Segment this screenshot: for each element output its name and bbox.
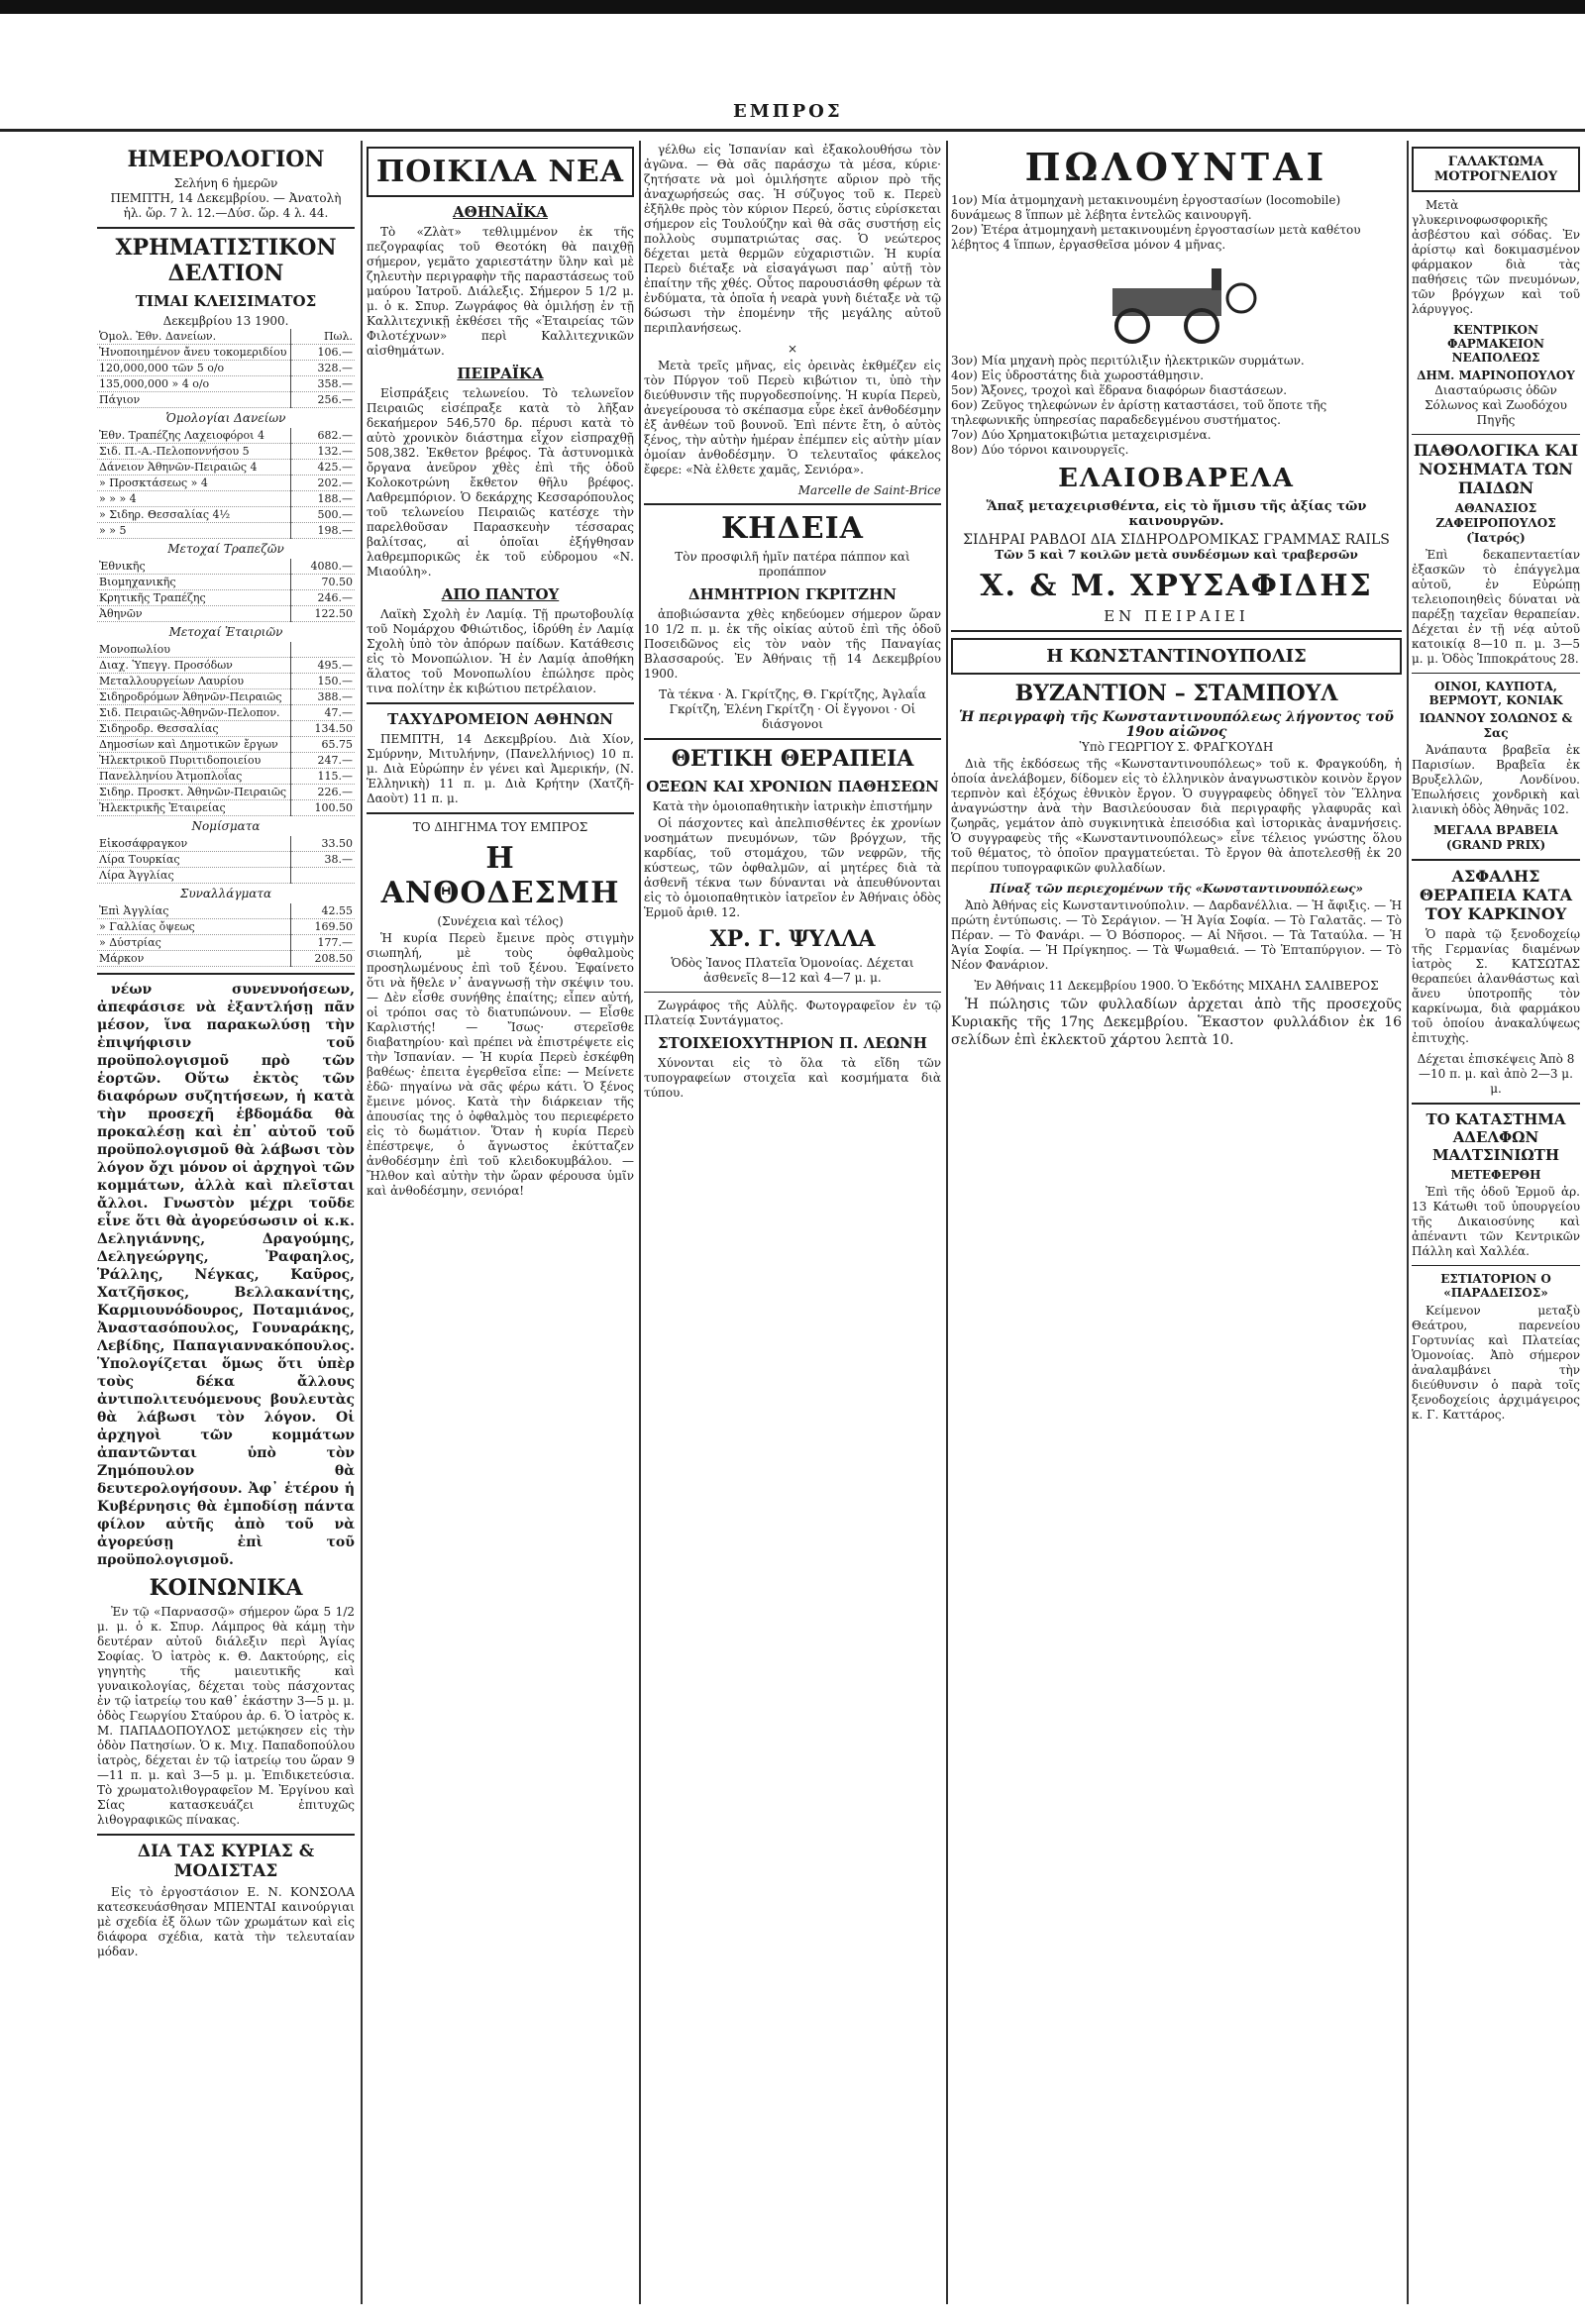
oil-text: Ἅπαξ μεταχειρισθέντα, εἰς τὸ ἥμισυ τῆς ἀξίας τῶν καινουργῶν. <box>986 499 1367 529</box>
table-row: Ἐθν. Τραπέζης Λαχειοφόροι 4 682.— <box>99 429 353 442</box>
table-row: » » 5 198.— <box>99 524 353 537</box>
book-title: ΒΥΖΑΝΤΙΟΝ – ΣΤΑΜΠΟΥΛ <box>1014 681 1338 706</box>
pharmacy-name: ΚΕΝΤΡΙΚΟΝ ΦΑΡΜΑΚΕΙΟΝ ΝΕΑΠΟΛΕΩΣ <box>1447 323 1544 365</box>
therapy-subtitle-2: Κατὰ τὴν ὁμοιοπαθητικὴν ἰατρικὴν ἐπιστήμην <box>652 799 933 813</box>
table-row: Σιδ. Πειραιῶς-Ἀθηνῶν-Πελοπον. 47.— <box>99 706 353 719</box>
column-rule <box>639 141 641 2304</box>
market-date: Δεκεμβρίου 13 1900. <box>162 314 289 328</box>
story-banner: ΤΟ ΔΙΗΓΗΜΑ ΤΟΥ ΕΜΠΡΟΣ <box>412 820 588 834</box>
column-rule <box>1407 141 1409 2304</box>
column-2 <box>367 141 634 2304</box>
post-text: ΠΕΜΠΤΗ, 14 Δεκεμβρίου. Διὰ Χίον, Σμύρνην, Μιτυλήνην, (Πανελλήνιος) 10 π. μ. Διὰ Εὐρώπην ἐν γένει καὶ Ἀμερικήν, (Ν. Ἑλληνικὴ) 11 π. μ. Διὰ Κρήτην (Χατζῆ-Δαοὺτ) 11 π. μ. <box>367 732 634 805</box>
cancer-title: ΑΣΦΑΛΗΣ ΘΕΡΑΠΕΙΑ ΚΑΤΑ ΤΟΥ ΚΑΡΚΙΝΟΥ <box>1420 867 1572 923</box>
table-row: Πανελληνίου Ἀτμοπλοΐας 115.— <box>99 770 353 783</box>
column-rule <box>361 141 363 2304</box>
sale-item: 1ον) Μία ἀτμομηχανὴ μετακινουμένη ἐργοστασίων (locomobile) δυνάμεως 8 ἵππων μὲ λέβητα ἐντελῶς καινουργῆ. <box>951 193 1341 222</box>
funeral-text: Τὸν προσφιλῆ ἡμῖν πατέρα πάππον καὶ προπάππον <box>675 550 910 579</box>
column-1 <box>97 141 355 2304</box>
price-table <box>97 836 355 884</box>
milk-title: ΓΑΛΑΚΤΩΜΑ ΜΟΤΡΟΓΝΕΛΙΟΥ <box>1412 147 1580 192</box>
table-row: Λίρα Τουρκίας 38.— <box>99 853 353 866</box>
price-table <box>97 428 355 539</box>
book-banner: Η ΚΩΝΣΤΑΝΤΙΝΟΥΠΟΛΙΣ <box>951 638 1402 675</box>
table-row: Μάρκον 208.50 <box>99 952 353 965</box>
story-signature: Marcelle de Saint-Brice <box>797 483 941 497</box>
story-text: Ἡ κυρία Περεὺ ἔμεινε πρὸς στιγμὴν σιωπηλή, μὲ τοὺς ὀφθαλμοὺς προσηλωμένους ἐπὶ τοῦ ξένου. Ἐφαίνετο ὅτι νὰ ἤθελε ν᾿ ἀναγνωσῇ τὴν σκέψιν του. — Δὲν εἶσθε συνήθης ἐπαίτης; εἶπεν αὐτή, οἱ τρόποι σας τὸ διατυπώνουν. — Εἶσθε Καρλιστής! — Ἴσως· στερεῖσθε διαβατηρίου· καὶ πρέπει νὰ ἐπιστρέψετε εἰς τὴν Ἰσπανίαν. — Ἡ κυρία Περεὺ ἐσκέφθη βαθέως· ἐπειτα ἐγερθεῖσα εἶπε: — Μείνετε ἐδῶ· πηγαίνω νὰ σᾶς φέρω κάτι. Ὁ ξένος ἔμεινε μόνος. Κατὰ τὴν διάρκειαν τῆς ἀπουσίας της ὁ ὀφθαλμὸς του περιεφέρετο εἰς τὸ δωμάτιον. Ὅταν ἡ κυρία Περεὺ ἐπέστρεψε, ὁ ἄγνωστος ἐκύτταζεν ἀνθοδέσμην ἐπὶ τοῦ κλειδοκυμβάλου. — Ἤλθον καὶ αὐτὴν τὴν ὥραν φέρουσα ὑμῖν καὶ ἀνθοδέσμην, σενιόρα! <box>367 931 634 1198</box>
funeral-title: ΚΗΔΕΙΑ <box>721 511 864 546</box>
pediatrics-title: ΠΑΘΟΛΟΓΙΚΑ ΚΑΙ ΝΟΣΗΜΑΤΑ ΤΩΝ ΠΑΙΔΩΝ <box>1413 441 1579 497</box>
table-row: Δημοσίων καὶ Δημοτικῶν ἔργων 65.75 <box>99 738 353 751</box>
rails-line-2: Τῶν 5 καὶ 7 κοιλῶν μετὰ συνδέσμων καὶ τραβερσῶν <box>995 548 1358 562</box>
newspaper-name: ΕΜΠΡΟΣ <box>733 101 843 122</box>
price-table <box>97 903 355 967</box>
firm-city: ΕΝ ΠΕΙΡΑΙΕΙ <box>1104 607 1249 625</box>
locomobile-engine-icon <box>1093 259 1261 348</box>
table-row: Βιομηχανικῆς 70.50 <box>99 576 353 588</box>
sale-item: 3ον) Μία μηχανὴ πρὸς περιτύλιξιν ἠλεκτρικῶν συρμάτων. <box>951 354 1305 368</box>
photo-text: Ζωγράφος τῆς Αὐλῆς. Φωτογραφεῖον ἐν τῷ Πλατείᾳ Συντάγματος. <box>644 999 941 1027</box>
fashion-text: Εἰς τὸ ἐργοστάσιον Ε. Ν. ΚΟΝΣΟΛΑ κατεσκευάσθησαν ΜΠΕΝΤΑΙ καινούργιαι μὲ σχεδία ἐξ ὅλων τῶν χρωμάτων καὶ εἰς διάφορα σχέδια, κατὰ τὴν τελευταίαν μόδαν. <box>97 1885 355 1958</box>
table-row: Εἰκοσάφραγκον 33.50 <box>99 837 353 850</box>
piraeus-text: Εἰσπράξεις τελωνείου. Τὸ τελωνεῖον Πειραιῶς εἰσέπραξε κατὰ τὸ λῆξαν δεκαήμερον 546,570 δρ. πέρυσι κατὰ τὸ αὐτὸ χρονικὸν διάστημα εἶχον εἰσπραχθῇ 508,382. Ἐκθετον βρέφος. Τὰ ἀστυνομικὰ ὄργανα ἀνεῦρον χθὲς ἐπὶ τῆς ὁδοῦ Κολοκοτρώνη ἔκθετον θῆλυ βρέφος. Λαθρεμπόριον. Ὁ δεκάρχης Κεσσαρόπουλος τοῦ τελωνείου Πειραιῶς κατέσχε τὴν παρελθοῦσαν Παρασκευὴν τέσσαρας βαλίτσας, αἱ ὁποῖαι ἐξήγθησαν λαθρεμπορικῶς ἐκ τοῦ εὐδρομου «Ν. Μιαούλη». <box>367 386 634 579</box>
table-row: Σιδηρ. Προσκτ. Ἀθηνῶν-Πειραιῶς 226.— <box>99 786 353 798</box>
wine-text: Ἀνάπαυτα βραβεῖα ἐκ Παρισίων. Βραβεῖα ἐκ Βρυξελλῶν, Λονδίνου. Ἐπωλήσεις χονδρικὴ καὶ λιανικὴ ὁδὸς Ἀθηνᾶς 102. <box>1412 743 1580 816</box>
price-table <box>97 642 355 816</box>
table-row: Πάγιον 256.— <box>99 393 353 406</box>
book-footer: Ἐν Ἀθήναις 11 Δεκεμβρίου 1900. Ὁ Ἐκδότης ΜΙΧΑΗΛ ΣΑΛΙΒΕΡΟΣ <box>974 979 1379 993</box>
store-subtitle: ΜΕΤΕΦΕΡΘΗ <box>1450 1168 1541 1182</box>
table-row: 135,000,000 » 4 ο/ο 358.— <box>99 377 353 390</box>
story-ending: Μετὰ τρεῖς μῆνας, εἰς ὀρεινὰς ἐκθμέζεν εἰς τὸν Πύργον τοῦ Περεὺ κιβώτιον τι, ὑπὸ τὴν διεύθυνσιν τῆς πυργοδεσποίνης. Ἡ κυρία Περεὺ, ἀνεγείρουσα τὸ σκέπασμα εὗρε ἐκεῖ ἀνθοδέσμην ἐξ ἀνθέων τοῦ βουνοῦ. Ἐπὶ πέντε ἔτη, ὁ αὐτὸς ξένος, τὴν αὐτὴν ἡμέραν ἐπέμπεν εἰς αὐτὴν μίαν ὁμοίαν ἀνθοδέσμην. Ὁ τελευταῖος φάκελος ἔφερε: «Νὰ ἐλθετε χαμᾶς, Σενιόρα». <box>644 359 941 476</box>
column-5 <box>1412 141 1580 2304</box>
pediatrics-text: Ἐπὶ δεκαπενταετίαν ἐξασκῶν τὸ ἐπάγγελμα αὐτοῦ, ἐν Εὐρώπῃ τελειοποιηθεὶς δύναται νὰ παρέξῃ ταχεῖαν θεραπείαν. Δέχεται ἐν τῇ νέᾳ αὐτοῦ κατοικίᾳ 8—10 π. μ. 3—5 μ. μ. Ὁδὸς Ἱπποκράτους 28. <box>1412 548 1580 666</box>
society-text: Ἐν τῷ «Παρνασσῷ» σήμερον ὥρα 5 1/2 μ. μ. ὁ κ. Σπυρ. Λάμπρος θὰ κάμῃ τὴν δευτέραν αὐτοῦ διάλεξιν περὶ Ἁγίας Σοφίας. Ὁ ἰατρὸς κ. Θ. Δακτούρης, εἰς γηγητὴς τῆς μαιευτικῆς καὶ γυναικολογίας, δέχεται τοὺς πάσχοντας ἐν τῷ ἰατρείῳ του καθ᾿ ἑκάστην 3—5 μ. μ. ὁδὸς Γεωργίου Σταύρου ἀρ. 6. Ὁ ἰατρὸς κ. Μ. ΠΑΠΑΔΟΠΟΥΛΟΣ μετῴκησεν εἰς τὴν ὁδὸν Πατησίων. Ὁ κ. Μιχ. Παπαδοπούλου ἰατρὸς, δέχεται ἐν τῷ ἰατρείῳ του ὥραν 9—11 π. μ. καὶ 3—5 μ. μ. Ἐπιδικετεύσια. Τὸ χρωματολιθογραφεῖον Μ. Ἐργίνου καὶ Σίας κατασκευάζει ἐπιτυχῶς λιθογραφικῶς πίνακας. <box>97 1605 355 1827</box>
therapy-subtitle: ΟΞΕΩΝ ΚΑΙ ΧΡΟΝΙΩΝ ΠΑΘΗΣΕΩΝ <box>646 778 939 795</box>
calendar-title: ΗΜΕΡΟΛΟΓΙΟΝ <box>127 147 325 172</box>
table-row: Ἐπὶ Ἀγγλίας 42.55 <box>99 904 353 917</box>
masthead-rule <box>0 129 1585 132</box>
section-title: ΠΟΙΚΙΛΑ ΝΕΑ <box>367 147 634 197</box>
wine-firm: ΙΩΑΝΝΟΥ ΣΟΛΩΝΟΣ & Σας <box>1419 711 1573 740</box>
funeral-family: Τὰ τέκνα · Ἀ. Γκρίτζης, Θ. Γκρίτζης, Ἀγλαΐα Γκρίτζη, Ἑλένη Γκρίτζη · Οἱ ἔγγονοι · Οἱ διάσγονοι <box>659 687 926 731</box>
sale-item: 7ον) Δύο Χρηματοκιβώτια μεταχειρισμένα. <box>951 428 1212 442</box>
table-row: Ἠλεκτρικῆς Ἑταιρείας 100.50 <box>99 801 353 814</box>
calendar-line: ΠΕΜΠΤΗ, 14 Δεκεμβρίου. — Ἀνατολὴ <box>110 191 342 205</box>
market-title: ΧΡΗΜΑΤΙΣΤΙΚΟΝ ΔΕΛΤΙΟΝ <box>115 235 337 286</box>
masthead <box>0 95 1585 135</box>
table-row: Μεταλλουργείων Λαυρίου 150.— <box>99 675 353 687</box>
top-black-bar <box>0 0 1585 14</box>
market-subtitle: ΤΙΜΑΙ ΚΛΕΙΣΙΜΑΤΟΣ <box>135 292 317 310</box>
milk-text: Μετὰ γλυκερινοφωσφορικῆς ἀσβέστου καὶ σόδας. Ἐν ἀρίστῳ καὶ δοκιμασμένον φάρμακον διὰ τὰς παθήσεις τῶν πνευμόνων, τῶν βρόγχων καὶ τοῦ λάρυγγος. <box>1412 198 1580 316</box>
politics-article: νέων συνεννοήσεων, ἀπεφάσισε νὰ ἐξαντλήσῃ πᾶν μέσον, ἵνα παρακωλύσῃ τὴν ἐπιψήφισιν τοῦ προϋπολογισμοῦ πρὸ τῶν ἑορτῶν. Οὕτω ἐκτὸς τῶν διαφόρων συζητήσεων, ἡ κατὰ τὴν προσεχῆ ἑβδομάδα θὰ προκαλέσῃ καὶ ἐπ᾿ αὐτοῦ τοῦ προϋπολογισμοῦ θὰ λάβωσι τὸν λόγον ὄχι μόνον οἱ ἀρχηγοὶ τῶν κομμάτων, ἀλλὰ καὶ πλεῖσται ἄλλοι. Γνωστὸν μέχρι τοῦδε εἶνε ὅτι θὰ ἀγορεύσωσιν οἱ κ.κ. Δεληγιάννης, Δραγούμης, Δεληγεώργης, Ῥαφαηλος, Ῥάλλης, Νέγκας, Καῦρος, Χατζῆσκος, Βελλακανίτης, Καρμιουνόδουρος, Ποταμιάνος, Ἀναστασόπουλος, Γουναράκης, Λεβίδης, Παπαγιαννακόπουλος. Ὑπολογίζεται ὅμως ὅτι ὑπὲρ τοὺς δέκα ἄλλους ἀντιπολιτευόμενους βουλευτὰς θὰ λάβωσι τὸν λόγον. Οἱ ἀρχηγοὶ τῶν κομμάτων ἀπαντῶνται ὑπὸ τὸν Ζημόπουλον θὰ δευτερολογήσουν. Ἀφ᾿ ἑτέρου ἡ Κυβέρνησις θὰ ἐμποδίσῃ πάντα φίλον αὐτῆς ἀπὸ τοῦ νὰ ἀγορεύσῃ ἐπὶ τοῦ προϋπολογισμοῦ. <box>97 982 355 1568</box>
post-title: ΤΑΧΥΔΡΟΜΕΙΟΝ ΑΘΗΝΩΝ <box>387 710 613 728</box>
shop-name: ΧΡ. Γ. ΨΥΛΛΑ <box>709 926 876 952</box>
store-title: ΤΟ ΚΑΤΑΣΤΗΜΑ ΑΔΕΛΦΩΝ ΜΑΛΤΣΙΝΙΩΤΗ <box>1426 1110 1566 1164</box>
pediatrics-doctor: ΑΘΑΝΑΣΙΟΣ ΖΑΦΕΙΡΟΠΟΥΛΟΣ (Ἰατρός) <box>1435 501 1556 545</box>
cancer-text: Ὁ παρὰ τῷ ξενοδοχείῳ τῆς Γερμανίας διαμένων ἰατρὸς Σ. ΚΑΤΣΩΤΑΣ θεραπεύει ἀλανθάστως καὶ ἄνευ ὑποτροπῆς τὸν καρκίνωμα, διὰ φαρμάκου τοῦ ὁποίου ἀνακαλύψεως ἐπιτυχὴς. <box>1412 927 1580 1045</box>
restaurant-text: Κείμενον μεταξὺ Θεάτρου, παρενείου Γορτυνίας καὶ Πλατείας Ὁμονοίας. Ἀπὸ σήμερον ἀναλαμβάνει τὴν διεύθυνσιν ὁ παρὰ τοῖς ξενοδοχείοις ἀρχιμάγειρος κ. Γ. Καττάρος. <box>1412 1304 1580 1422</box>
cancer-hours: Δέχεται ἐπισκέψεις Ἀπὸ 8—10 π. μ. καὶ ἀπὸ 2—3 μ. μ. <box>1417 1052 1575 1096</box>
restaurant-title: ΕΣΤΙΑΤΟΡΙΟΝ Ο «ΠΑΡΑΔΕΙΣΟΣ» <box>1440 1272 1551 1300</box>
table-row: » Δύστρίας 177.— <box>99 936 353 949</box>
story-title: Η ΑΝΘΟΔΕΣΜΗ <box>380 841 620 910</box>
table-header: Ὁμολ. Ἐθν. Δανείων. Πωλ. <box>99 330 353 343</box>
funeral-name: ΔΗΜΗΤΡΙΟΝ ΓΚΡΙΤΖΗΝ <box>687 585 898 603</box>
table-row: Διαχ. Ὑπεγγ. Προσόδων 495.— <box>99 659 353 672</box>
table-row: Ἠνοποιημένον ἄνευ τοκομεριδίου 106.— <box>99 346 353 359</box>
sale-item: 6ον) Ζεῦγος τηλεφώνων ἐν ἀρίστῃ καταστάσει, τοῦ ὅποτε τῆς τηλεφωνικῆς ὑπηρεσίας παραδεδεγμένου συστήματος. <box>951 398 1327 427</box>
table-row: Σιδηροδρ. Θεσσαλίας 134.50 <box>99 722 353 735</box>
therapy-title: ΘΕΤΙΚΗ ΘΕΡΑΠΕΙΑ <box>671 746 914 772</box>
price-table <box>97 329 355 408</box>
table-row: Σιδ. Π.-Α.-Πελοποννήσου 5 132.— <box>99 445 353 458</box>
typefoundry-title: ΣΤΟΙΧΕΙΟΧΥΤΗΡΙΟΝ Π. ΛΕΩΝΗ <box>658 1034 927 1052</box>
table-row: » » » 4 188.— <box>99 492 353 505</box>
table-group-label: Ὁμολογίαι Δανείων <box>165 411 286 425</box>
shop-text: Ὁδὸς Ἰανος Πλατεῖα Ὁμονοίας. Δέχεται ἀσθενεῖς 8—12 καὶ 4—7 μ. μ. <box>671 956 914 985</box>
book-subtitle: Ἡ περιγραφὴ τῆς Κωνσταντινουπόλεως λήγοντος τοῦ 19ου αἰῶνος <box>958 709 1395 740</box>
table-row: » Γαλλίας ὄψεως 169.50 <box>99 920 353 933</box>
table-row: Δάνειον Ἀθηνῶν-Πειραιῶς 4 425.— <box>99 461 353 474</box>
table-row: Σιδηροδρόμων Ἀθηνῶν-Πειραιῶς 388.— <box>99 690 353 703</box>
pharmacy-address: Διασταύρωσις ὁδῶν Σόλωνος καὶ Ζωοδόχου Πηγῆς <box>1425 383 1567 427</box>
calendar-line: Σελήνη 6 ἡμερῶν <box>173 176 278 190</box>
column-4 <box>951 141 1402 2304</box>
wine-title: ΟΙΝΟΙ, ΚΑΥΠΟΤΑ, ΒΕΡΜΟΥΤ, ΚΟΝΙΑΚ <box>1428 680 1563 707</box>
sale-item: 4ον) Εἰς ὑδροστάτης διὰ χωροστάθμησιν. <box>951 369 1205 382</box>
typefoundry-text: Χύνονται εἰς τὸ ὅλα τὰ εἴδη τῶν τυπογραφείων στοιχεῖα καὶ κοσμήματα διὰ τύπου. <box>644 1056 941 1100</box>
athens-title: ΑΘΗΝΑΪΚΑ <box>453 203 548 221</box>
sale-item: 5ον) Ἄξονες, τροχοὶ καὶ ἕδρανα διαφόρων διαστάσεων. <box>951 383 1288 397</box>
funeral-details: ἀποβιώσαντα χθὲς κηδεύομεν σήμερον ὥραν 10 1/2 π. μ. ἐκ τῆς οἰκίας αὐτοῦ ἐπὶ τῆς ὁδοῦ Ποσειδῶνος εἰς τὸν ναὸν τῆς Παναγίας Βλασσαρούς. Ἐν Ἀθήναις τῇ 14 Δεκεμβρίου 1900. <box>644 607 941 681</box>
table-row: Ἀθηνῶν 122.50 <box>99 607 353 620</box>
price-table <box>97 559 355 622</box>
table-row: » Σιδηρ. Θεσσαλίας 4½ 500.— <box>99 508 353 521</box>
sale-title: ΠΩΛΟΥΝΤΑΙ <box>1024 145 1328 189</box>
store-text: Ἐπὶ τῆς ὁδοῦ Ἑρμοῦ ἀρ. 13 Κάτωθι τοῦ ὑπουργείου τῆς Δικαιοσύνης καὶ ἀπέναντι τῶν Κεντρικῶν Πάλλη καὶ Χαλλέα. <box>1412 1185 1580 1258</box>
rails-line: ΣΙΔΗΡΑΙ ΡΑΒΔΟΙ ΔΙΑ ΣΙΔΗΡΟΔΡΟΜΙΚΑΣ ΓΡΑΜΜΑΣ RAILS <box>963 532 1390 548</box>
book-footer-2: Ἡ πώλησις τῶν φυλλαδίων ἀρχεται ἀπὸ τῆς προσεχοῦς Κυριακῆς τῆς 17ης Δεκεμβρίου. Ἕκαστον φυλλάδιον ἐκ 16 σελίδων ἐπὶ ἐκλεκτοῦ χάρτου λεπτὰ 10. <box>951 997 1402 1048</box>
misc-text: Λαϊκὴ Σχολὴ ἐν Λαμίᾳ. Τῇ πρωτοβουλίᾳ τοῦ Νομάρχου Φθιώτιδος, ἱδρύθη ἐν Λαμίᾳ Σχολὴ ὑπὸ τὸν ἀπόρων παίδων. Κατάθεσις εἰς τὸ Μονοπώλιον. Ἡ ἐν Λαμίᾳ ἀποθήκη ἅλατος τοῦ Μονοπωλίου ἐπώλησε πρὸς τινα πολίτην ἐκ κιβώτιου πετρέλαιον. <box>367 607 634 695</box>
table-row: Μονοπωλίου <box>97 642 355 658</box>
table-group-label: Μετοχαί Τραπεζῶν <box>167 542 284 556</box>
column-3: γέλθω εἰς Ἰσπανίαν καὶ ἐξακολουθήσω τὸν ἀγῶνα. — Θὰ σᾶς παράσχω τὰ μέσα, κύριε· ζητήσατε νὰ μοὶ ὁμιλήσητε αὔριον πρὸ τῆς ἀναχωρήσεώς σας. Ἡ σύζυγος τοῦ κ. Περεὺ ἐξῆλθε πρὸς τὸν κύριον Περεύ, ὅστις εὑρίσκεται σήμερον εἰς Τουλούζην καὶ θὰ σᾶς συστήσῃ εἰς πολλοὺς συμπατριώτας σας. Ὁ νεώτερος δέχεται μετὰ θερμῶν εὐχαριστιῶν. Ἡ κυρία Περεὺ διέταξε νὰ εἰσαγάγωσι παρ᾿ αὐτῇ τὸν ἐπαίτην τῆς χθές. Οὗτος παρουσιάσθη φέρων τὰ ἐνδύματα, τὰ ὁποῖα ἡ νεαρὰ γυνὴ διέταξε νὰ τῷ δώσωσι τὴν ἐπομένην τῆς μεγάλης αὐτοῦ περιπλανήσεως. × Μετὰ τρεῖς μῆνας, εἰς ὀρεινὰς ἐκθμέζεν εἰς τὸν Πύργον τοῦ Περεὺ κιβώτιον τι, ὑπὸ τὴν διεύθυνσιν τῆς πυργοδεσποίνης. Ἡ κυρία Περεὺ, ἀνεγείρουσα τὸ σκέπασμα εὗρε ἐκεῖ ἀνθοδέσμην ἐξ ἀνθέων τοῦ βουνοῦ. Ἐπὶ πέντε ἔτη, ὁ αὐτὸς ξένος, τὴν αὐτὴν ἡμέραν ἐπέμπεν εἰς αὐτὴν μίαν ὁμοίαν ἀνθοδέσμην. Ὁ τελευταῖος φάκελος ἔφερε: «Νὰ ἐλθετε χαμᾶς, Σενιόρα». Marcelle de Saint-Brice ΚΗΔΕΙΑ Τὸν προσφιλῆ ἡμῖν πατέρα πάππον καὶ προπάππον ΔΗΜΗΤΡΙΟΝ ΓΚΡΙΤΖΗΝ ἀποβιώσαντα χθὲς κηδεύομεν σήμερον ὥραν 10 1/2 π. μ. ἐκ τῆς οἰκίας αὐτοῦ ἐπὶ τῆς ὁδοῦ Ποσειδῶνος εἰς τὸν ναὸν τῆς Παναγίας Βλασσαρούς. Ἐν Ἀθήναις τῇ 14 Δεκεμβρίου 1900. Τὰ τέκνα · Ἀ. Γκρίτζης, Θ. Γκρίτζης, Ἀγλαΐα Γκρίτζη, Ἑλένη Γκρίτζη · Οἱ ἔγγονοι · Οἱ διάσγονοι ΘΕΤΙΚΗ ΘΕΡΑΠΕΙΑ ΟΞΕΩΝ ΚΑΙ ΧΡΟΝΙΩΝ ΠΑΘΗΣΕΩΝ Κατὰ τὴν ὁμοιοπαθητικὴν ἰατρικὴν ἐπιστήμην Οἱ πάσχοντες καὶ ἀπελπισθέντες ἐκ χρονίων νοσημάτων πνευμόνων, τῶν βρόγχων, τῆς καρδίας, τοῦ στομάχου, τῶν νεφρῶν, τῆς κύστεως, τῶν ὀφθαλμῶν, αἱ μητέρες διὰ τὰ ἀσθενῆ τέκνα των δύνανται νὰ ἀπευθύνονται εἰς τὸ ὁμοιοπαθητικὸν ἰατρεῖον ἐν Ἀθήναις ὁδὸς Ἑρμοῦ ἀριθ. 12. ΧΡ. Γ. ΨΥΛΛΑ Ὁδὸς Ἰανος Πλατεῖα Ὁμονοίας. Δέχεται ἀσθενεῖς 8—12 καὶ 4—7 μ. μ. Ζωγράφος τῆς Αὐλῆς. Φωτογραφεῖον ἐν τῷ Πλατείᾳ Συντάγματος. ΣΤΟΙΧΕΙΟΧΥΤΗΡΙΟΝ Π. ΛΕΩΝΗ Χύνονται εἰς τὸ ὅλα τὰ εἴδη τῶν τυπογραφείων στοιχεῖα καὶ κοσμήματα διὰ τύπου. <box>644 143 941 1100</box>
pharmacist-name: ΔΗΜ. ΜΑΡΙΝΟΠΟΥΛΟΥ <box>1417 369 1575 382</box>
table-group-label: Μετοχαί Ἑταιριῶν <box>168 625 283 639</box>
book-contents: Ἀπὸ Ἀθήνας εἰς Κωνσταντινούπολιν. — Δαρδανέλλια. — Ἡ ἄφιξις. — Ἡ πρώτη ἐντύπωσις. — Τὸ Σεράγιον. — Ἡ Ἁγία Σοφία. — Τὸ Γαλατᾶς. — Τὸ Πέραν. — Τὸ Φανάρι. — Ὁ Βόσπορος. — Αἱ Νῆσοι. — Τὰ Ταταύλα. — Ἡ Ἁγία Σοφία. — Ἡ Πρίγκηπος. — Τὰ Ψωμαθειά. — Τὸ Ἑπταπύργιον. — Τὸ Νέον Φανάριον. <box>951 898 1402 972</box>
wine-award: ΜΕΓΑΛΑ ΒΡΑΒΕΙΑ (GRAND PRIX) <box>1433 823 1558 852</box>
table-row: Ἠλεκτρικοῦ Πυριτιδοποιείου 247.— <box>99 754 353 767</box>
firm-name: Χ. & Μ. ΧΡΥΣΑΦΙΔΗΣ <box>980 569 1373 603</box>
story-continuation: γέλθω εἰς Ἰσπανίαν καὶ ἐξακολουθήσω τὸν ἀγῶνα. — Θὰ σᾶς παράσχω τὰ μέσα, κύριε· ζητήσατε νὰ μοὶ ὁμιλήσητε αὔριον πρὸ τῆς ἀναχωρήσεώς σας. Ἡ σύζυγος τοῦ κ. Περεὺ ἐξῆλθε πρὸς τὸν κύριον Περεύ, ὅστις εὑρίσκεται σήμερον εἰς Τουλούζην καὶ θὰ σᾶς συστήσῃ εἰς πολλοὺς συμπατριώτας σας. Ὁ νεώτερος δέχεται μετὰ θερμῶν εὐχαριστιῶν. Ἡ κυρία Περεὺ διέταξε νὰ εἰσαγάγωσι παρ᾿ αὐτῇ τὸν ἐπαίτην τῆς χθές. Οὗτος παρουσιάσθη φέρων τὰ ἐνδύματα, τὰ ὁποῖα ἡ νεαρὰ γυνὴ διέταξε νὰ τῷ δώσωσι τὴν ἐπομένην τῆς μεγάλης αὐτοῦ περιπλανήσεως. <box>644 143 941 335</box>
book-contents-title: Πίναξ τῶν περιεχομένων τῆς «Κωνσταντινουπόλεως» <box>989 882 1364 896</box>
piraeus-title: ΠΕΙΡΑΪΚΑ <box>457 365 544 382</box>
book-author: Ὑπὸ ΓΕΩΡΓΙΟΥ Σ. ΦΡΑΓΚΟΥΔΗ <box>1079 740 1274 754</box>
society-title: ΚΟΙΝΩΝΙΚΑ <box>149 1575 303 1601</box>
table-group-label: Συναλλάγματα <box>179 887 272 900</box>
therapy-text: Οἱ πάσχοντες καὶ ἀπελπισθέντες ἐκ χρονίων νοσημάτων πνευμόνων, τῶν βρόγχων, τῆς καρδίας, τοῦ στομάχου, τῶν νεφρῶν, τῆς κύστεως, τῶν ὀφθαλμῶν, αἱ μητέρες διὰ τὰ ἀσθενῆ τέκνα των δύνανται νὰ ἀπευθύνονται εἰς τὸ ὁμοιοπαθητικὸν ἰατρεῖον ἐν Ἀθήναις ὁδὸς Ἑρμοῦ ἀριθ. 12. <box>644 816 941 919</box>
fashion-title: ΔΙΑ ΤΑΣ ΚΥΡΙΑΣ & ΜΟΔΙΣΤΑΣ <box>137 1842 315 1881</box>
sale-item: 2ον) Ἑτέρα ἀτμομηχανὴ μετακινουμένη ἐργοστασίων μετὰ καθέτου λέβητος 4 ἵππων, ἐργασθεῖσα μόνον 4 μῆνας. <box>951 223 1361 252</box>
athens-text: Τὸ «Ζλὰτ» τεθλιμμένον ἐκ τῆς πεζογραφίας τοῦ Θεοτόκη θὰ παιχθῇ σήμερον, γεμᾶτο χαριεστάτην ὕλην καὶ μὲ ζηλευτὴν περιγραφὴν τῆς παραστάσεως τοῦ μαύρου Ἰατροῦ. Διάλεξις. Σήμερον 5 1/2 μ. μ. ὁ κ. Σπυρ. Ζωγράφος θὰ ὁμιλήσῃ ἐν τῇ Καλλιτεχνικῇ ἐκθέσει τῆς «Ἑταιρείας τῶν Φιλοτέχνων» περὶ Καλλιτεχνικῶν αἰσθημάτων. <box>367 225 634 358</box>
calendar-line: ἡλ. ὥρ. 7 λ. 12.—Δύσ. ὥρ. 4 λ. 44. <box>123 206 329 220</box>
story-subtitle: (Συνέχεια καὶ τέλος) <box>437 914 564 928</box>
book-text: Διὰ τῆς ἐκδόσεως τῆς «Κωνσταντινουπόλεως» τοῦ κ. Φραγκούδη, ἡ ὁποία ἀνελάβομεν, δίδομεν εἰς τὸ ἑλληνικὸν ἀναγνωστικὸν κοινὸν ἔργον τερπνὸν καὶ ἐξόχως ἐθνικὸν ἔργον. Ὁ συγγραφεὺς ὁδηγεῖ τὸν Ἕλληνα ἀναγνώστην ἀνὰ τὴν Βασιλεύουσαν διὰ περιγραφῆς γλαφυρᾶς καὶ ζωηρᾶς, γεμάτον ἀπὸ συγκινητικὰ ἐπεισόδια καὶ ἱστορικὰς ἀναμνήσεις. Ὁ συγγραφεὺς τῆς «Κωνσταντινουπόλεως» εἶνε τέλειος γνώστης ὅλου τοῦ θέματος, τὸ ὁποῖον πραγματεύεται. Τὸ ἔργον θὰ ἀποτελεσθῇ ἐκ 20 περίπου τυπογραφικῶν φυλλαδίων. <box>951 757 1402 875</box>
oil-title: ΕΛΑΙΟΒΑΡΕΛΑ <box>1058 464 1295 493</box>
column-rule <box>946 141 948 2304</box>
misc-title: ΑΠΟ ΠΑΝΤΟΥ <box>441 585 560 603</box>
table-row: Λίρα Ἀγγλίας <box>97 868 355 884</box>
table-row: Ἐθνικῆς 4080.— <box>99 560 353 573</box>
table-row: 120,000,000 τῶν 5 ο/ο 328.— <box>99 362 353 374</box>
table-row: Κρητικῆς Τραπέζης 246.— <box>99 591 353 604</box>
sale-item: 8ον) Δύο τόρνοι καινουργεῖς. <box>951 443 1129 457</box>
table-row: » Προσκτάσεως » 4 202.— <box>99 476 353 489</box>
table-group-label: Νομίσματα <box>191 819 261 833</box>
